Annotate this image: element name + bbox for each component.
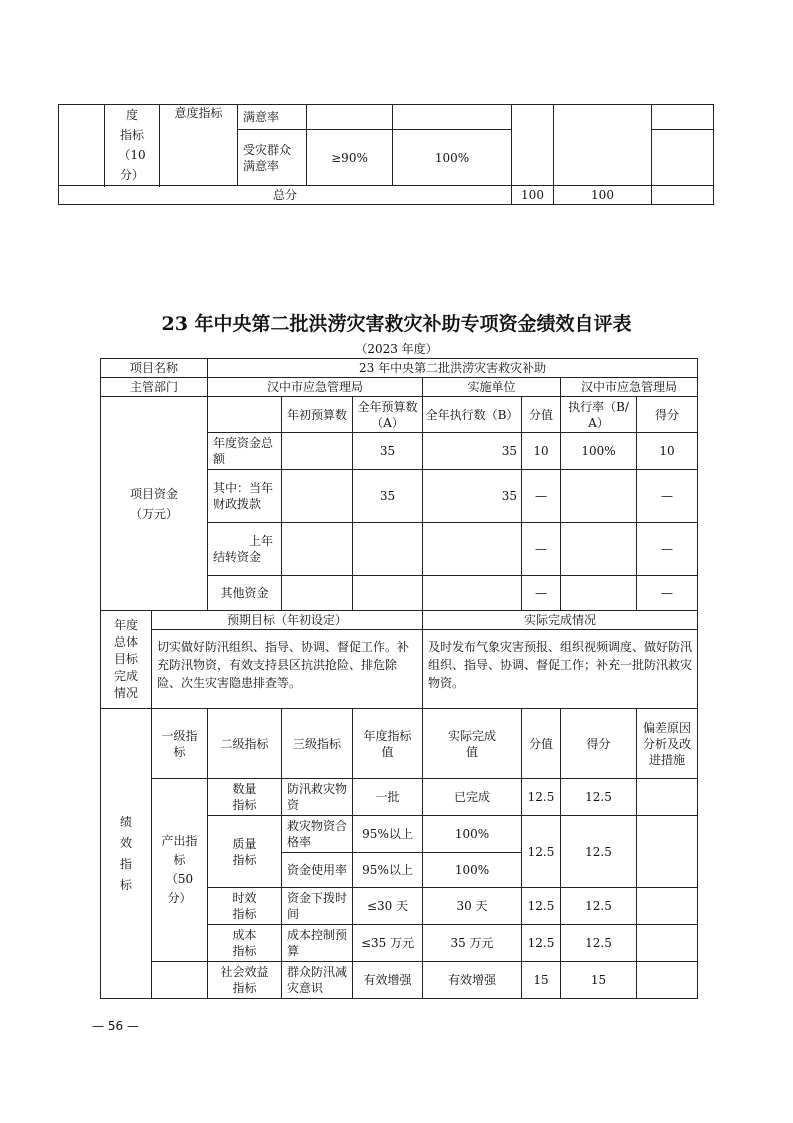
indicator-subcategory: 意度指标 [160,105,238,186]
lvl3-item: 成本控制预算 [282,925,353,962]
total-label: 总分 [59,186,512,205]
score-value: 15 [522,962,561,999]
project-name-label: 项目名称 [101,359,208,378]
target-value: ≤30 天 [353,888,423,925]
lvl3-item: 资金下拨时间 [282,888,353,925]
target-value: 95%以上 [353,853,423,888]
funds-score: — [522,470,561,523]
blank-cell [208,397,282,433]
lvl3-item: 群众防汛减灾意识 [282,962,353,999]
funds-score: 10 [522,433,561,470]
funds-row-name: 年度资金总额 [208,433,282,470]
lvl2-quality: 质量 指标 [208,816,282,888]
blank-cell [393,105,512,130]
actual-value: 35 万元 [423,925,522,962]
perf-header-lvl3: 三级指标 [282,709,353,779]
lvl2-quantity: 数量 指标 [208,779,282,816]
lvl2-social: 社会效益 指标 [208,962,282,999]
goals-expected-header: 预期目标（年初设定） [152,611,423,630]
score-value: 12.5 [522,779,561,816]
target-value: 95%以上 [353,816,423,853]
funds-header-exec: 全年执行数（B） [423,397,522,433]
funds-got: 10 [637,433,698,470]
blank-cell [512,105,554,186]
target-value: ≥90% [307,130,393,186]
perf-header-lvl1: 一级指标 [152,709,208,779]
funds-got: — [637,523,698,576]
lvl3-item: 防汛救灾物资 [282,779,353,816]
impl-label: 实施单位 [423,378,561,397]
funds-initial [282,576,353,611]
funds-initial [282,470,353,523]
funds-budget [353,576,423,611]
funds-header-score: 分值 [522,397,561,433]
got-value: 12.5 [561,888,637,925]
funds-label: 项目资金 （万元） [101,397,208,611]
funds-rate [561,576,637,611]
funds-header-got: 得分 [637,397,698,433]
got-value: 12.5 [561,925,637,962]
lvl2-cost: 成本 指标 [208,925,282,962]
goals-actual-header: 实际完成情况 [423,611,698,630]
lvl2-time: 时效 指标 [208,888,282,925]
funds-budget [353,523,423,576]
goals-expected-text: 切实做好防汛组织、指导、协调、督促工作。补充防汛物资，有效支持县区抗洪抢险、排危除险、次生灾害隐患排查等。 [152,630,423,709]
dept-value: 汉中市应急管理局 [208,378,423,397]
blank-cell [637,962,698,999]
funds-initial [282,523,353,576]
funds-exec: 35 [423,470,522,523]
blank-cell [637,779,698,816]
blank-cell [652,130,714,186]
indicator-name: 满意率 [238,105,307,130]
total-score: 100 [512,186,554,205]
funds-score: — [522,576,561,611]
got-value: 12.5 [561,816,637,888]
perf-header-target: 年度指标值 [353,709,423,779]
blank-cell [152,962,208,999]
funds-row-name: 其中：当年财政拨款 [208,470,282,523]
blank-cell [652,105,714,130]
total-got: 100 [554,186,652,205]
got-value: 15 [561,962,637,999]
funds-row-name: 上年结转资金 [208,523,282,576]
funds-got: — [637,576,698,611]
blank-cell [652,186,714,205]
funds-rate [561,470,637,523]
indicator-category: 度 指标 （10 分） [105,105,160,186]
blank-cell [307,105,393,130]
actual-value: 30 天 [423,888,522,925]
actual-value: 100% [393,130,512,186]
funds-initial [282,433,353,470]
funds-got: — [637,470,698,523]
actual-value: 100% [423,853,522,888]
continuation-table [58,104,714,205]
indicator-name: 受灾群众满意率 [238,130,307,186]
blank-cell [637,816,698,888]
dept-label: 主管部门 [101,378,208,397]
impl-value: 汉中市应急管理局 [561,378,698,397]
funds-rate: 100% [561,433,637,470]
blank-cell [554,105,652,186]
funds-header-initial: 年初预算数 [282,397,353,433]
actual-value: 100% [423,816,522,853]
output-indicator-label: 产出指 标 （50 分） [152,779,208,962]
perf-header-actual: 实际完成值 [423,709,522,779]
funds-score: — [522,523,561,576]
evaluation-table [100,358,698,999]
funds-row-name: 其他资金 [208,576,282,611]
funds-exec [423,523,522,576]
target-value: ≤35 万元 [353,925,423,962]
blank-cell [637,925,698,962]
target-value: 有效增强 [353,962,423,999]
perf-header-got: 得分 [561,709,637,779]
lvl3-item: 资金使用率 [282,853,353,888]
target-value: 一批 [353,779,423,816]
page-number: — 56 — [92,1019,139,1033]
got-value: 12.5 [561,779,637,816]
perf-label: 绩 效 指 标 [101,709,152,999]
perf-header-dev: 偏差原因分析及改进措施 [637,709,698,779]
funds-budget: 35 [353,433,423,470]
blank-cell [637,888,698,925]
funds-budget: 35 [353,470,423,523]
funds-exec: 35 [423,433,522,470]
blank-cell [59,105,105,186]
lvl3-item: 救灾物资合格率 [282,816,353,853]
funds-exec [423,576,522,611]
year-subtitle: （2023 年度） [355,342,438,356]
project-name-value: 23 年中央第二批洪涝灾害救灾补助 [208,359,698,378]
score-value: 12.5 [522,888,561,925]
actual-value: 已完成 [423,779,522,816]
score-value: 12.5 [522,925,561,962]
score-value: 12.5 [522,816,561,888]
funds-rate [561,523,637,576]
funds-header-budget: 全年预算数（A） [353,397,423,433]
goals-actual-text: 及时发布气象灾害预报、组织视频调度、做好防汛组织、指导、协调、督促工作；补充一批防汛救灾物资。 [423,630,698,709]
funds-header-rate: 执行率（B/A） [561,397,637,433]
goals-label: 年度 总体 目标 完成 情况 [101,611,152,709]
page-title: 23 年中央第二批洪涝灾害救灾补助专项资金绩效自评表 [161,313,632,335]
perf-header-lvl2: 二级指标 [208,709,282,779]
actual-value: 有效增强 [423,962,522,999]
perf-header-score: 分值 [522,709,561,779]
